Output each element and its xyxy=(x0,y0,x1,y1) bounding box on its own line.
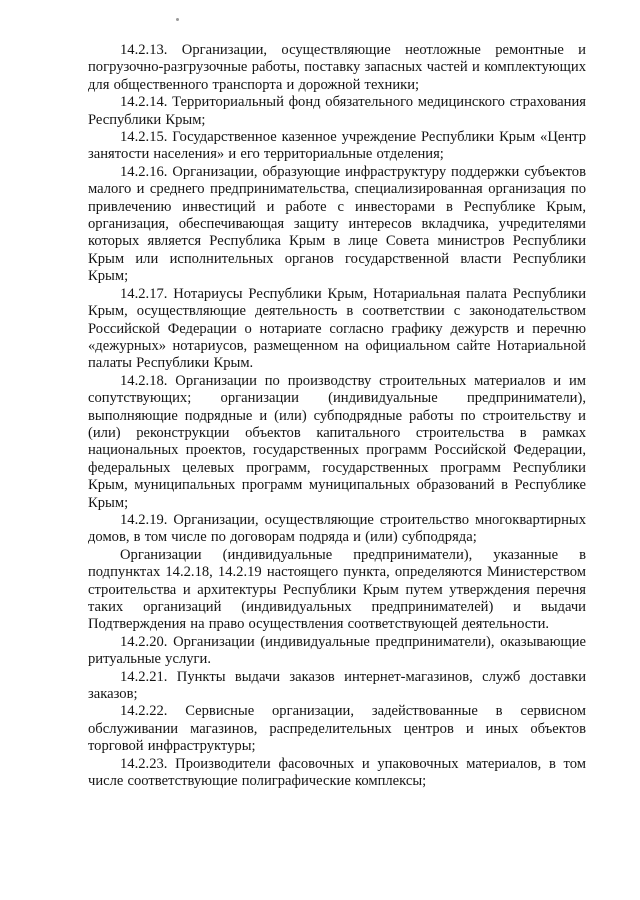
item-14-2-21: 14.2.21. Пункты выдачи заказов интернет-магазинов, служб доставки заказов; xyxy=(88,668,586,703)
item-14-2-14: 14.2.14. Территориальный фонд обязательного медицинского страхования Республики Крым; xyxy=(88,94,586,128)
item-14-2-18: 14.2.18. Организации по производству строительных материалов и им сопутствующих; организации (индивидуальные предприниматели), выполняющие подрядные и (или) субподрядные работы по строительству и (или) реконструкции объектов капитального строительства в рамках национальных проектов, государственных программ Российской Федерации, федеральных целевых программ, государственных программ Республики Крым, муниципальных программ муниципальных образований в Республике Крым; xyxy=(88,372,586,511)
item-14-2-16: 14.2.16. Организации, образующие инфраструктуру поддержки субъектов малого и среднего предпринимательства, специализированная организация по привлечению инвестиций и работе с инвесторами в Республике Крым, организация, обеспечивающая защиту интересов вкладчика, учредителями которых является Республика Крым в лице Совета министров Республики Крым или исполнительных органов государственной власти Республики Крым; xyxy=(88,163,586,285)
item-14-2-17: 14.2.17. Нотариусы Республики Крым, Нотариальная палата Республики Крым, осуществляющие деятельность в соответствии с законодательством Российской Федерации о нотариате согласно графику дежурств и перечню «дежурных» нотариусов, размещенном на официальном сайте Нотариальной палаты Республики Крым. xyxy=(88,285,586,372)
item-14-2-23: 14.2.23. Производители фасовочных и упаковочных материалов, в том числе соответствующие полиграфические комплексы; xyxy=(88,755,586,790)
page-top-mark xyxy=(176,18,179,21)
item-14-2-15: 14.2.15. Государственное казенное учреждение Республики Крым «Центр занятости населения» и его территориальные отделения; xyxy=(88,129,586,163)
item-14-2-22: 14.2.22. Сервисные организации, задействованные в сервисном обслуживании магазинов, распределительных центров и иных объектов торговой инфраструктуры; xyxy=(88,703,586,755)
item-14-2-20: 14.2.20. Организации (индивидуальные предприниматели), оказывающие ритуальные услуги. xyxy=(88,633,586,668)
construction-organizations-note: Организации (индивидуальные предприниматели), указанные в подпунктах 14.2.18, 14.2.19 настоящего пункта, определяются Министерством строительства и архитектуры Республики Крым путем утверждения перечня таких организаций (индивидуальных предпринимателей) и выдачи Подтверждения на право осуществления соответствующей деятельности. xyxy=(88,546,586,633)
item-14-2-19: 14.2.19. Организации, осуществляющие строительство многоквартирных домов, в том числе по договорам подряда и (или) субподряда; xyxy=(88,511,586,546)
document-body xyxy=(88,42,586,790)
item-14-2-13: 14.2.13. Организации, осуществляющие неотложные ремонтные и погрузочно-разгрузочные работы, поставку запасных частей и комплектующих для общественного транспорта и дорожной техники; xyxy=(88,42,586,93)
